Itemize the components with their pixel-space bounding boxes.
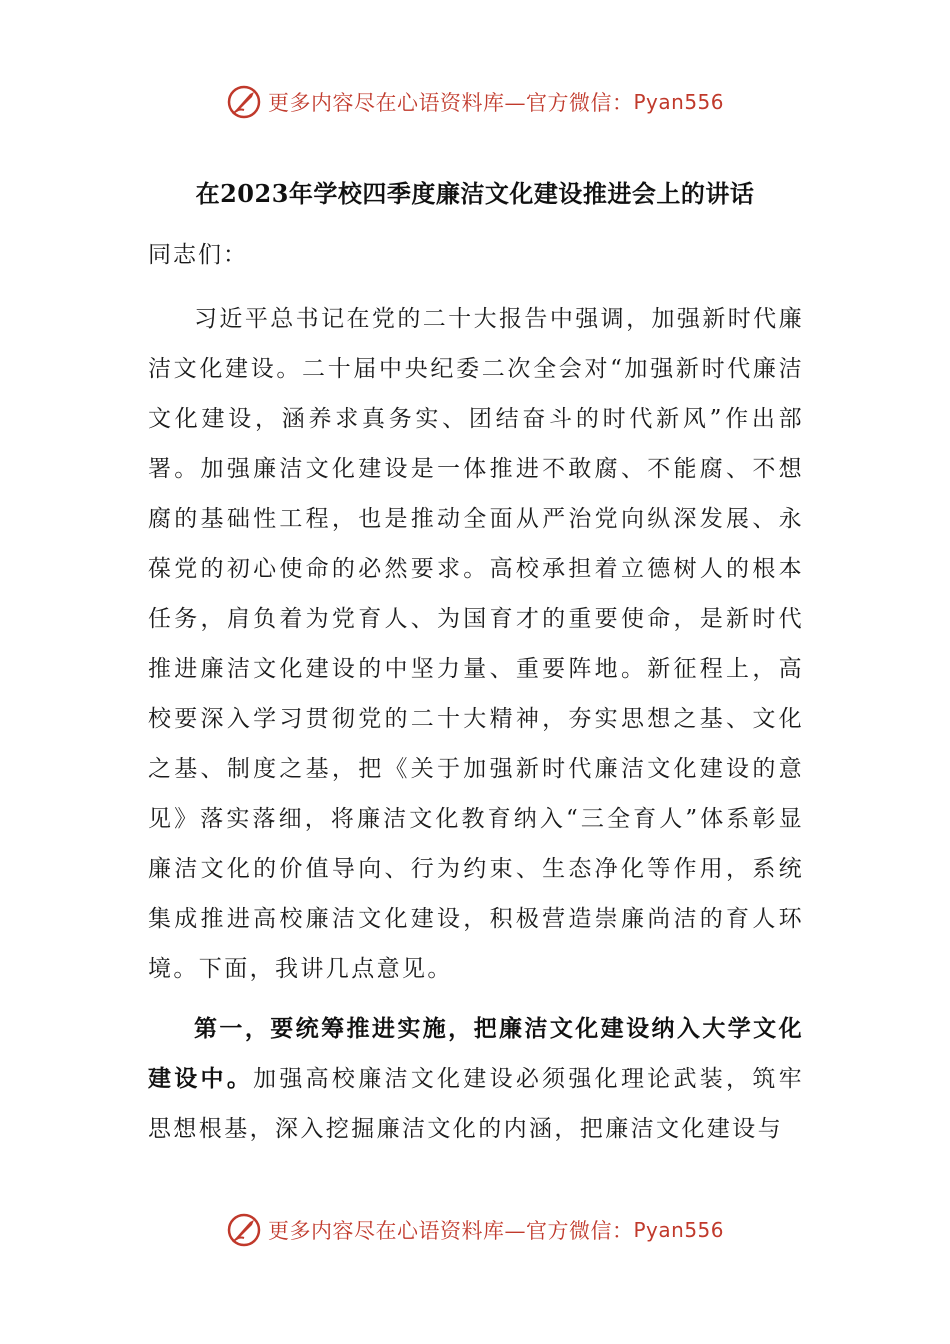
footer-watermark-banner bbox=[0, 1208, 950, 1252]
body-paragraph-2-text: 加强高校廉洁文化建设必须强化理论武装，筑牢思想根基，深入挖掘廉洁文化的内涵，把廉洁文化建设与 bbox=[148, 1066, 804, 1142]
body-paragraph-1: 习近平总书记在党的二十大报告中强调，加强新时代廉洁文化建设。二十届中央纪委二次全会对“加强新时代廉洁文化建设，涵养求真务实、团结奋斗的时代新风”作出部署。加强廉洁文化建设是一体推进不敢腐、不能腐、不想腐的基础性工程，也是推动全面从严治党向纵深发展、永葆党的初心使命的必然要求。高校承担着立德树人的根本任务，肩负着为党育人、为国育才的重要使命，是新时代推进廉洁文化建设的中坚力量、重要阵地。新征程上，高校要深入学习贯彻党的二十大精神，夯实思想之基、文化之基、制度之基，把《关于加强新时代廉洁文化建设的意见》落实落细，将廉洁文化教育纳入“三全育人”体系彰显廉洁文化的价值导向、行为约束、生态净化等作用，系统集成推进高校廉洁文化建设，积极营造崇廉尚洁的育人环境。下面，我讲几点意见。 bbox=[148, 306, 804, 982]
banner-text: 更多内容尽在心语资料库—官方微信： bbox=[267, 1219, 634, 1243]
quill-pen-logo-icon bbox=[226, 84, 262, 120]
quill-pen-logo-icon bbox=[226, 1212, 262, 1248]
document-title: 在2023年学校四季度廉洁文化建设推进会上的讲话 bbox=[195, 179, 755, 208]
header-watermark-banner bbox=[0, 80, 950, 124]
banner-wechat-id: Pyan556 bbox=[633, 1218, 724, 1242]
section-heading-first: 第一，要统筹推进实施，把廉洁文化建设纳入大学文化建设中。 bbox=[148, 1015, 804, 1092]
body-paragraph-2 bbox=[148, 1004, 804, 1154]
salutation: 同志们： bbox=[148, 242, 248, 268]
banner-text: 更多内容尽在心语资料库—官方微信： bbox=[267, 91, 634, 115]
banner-wechat-id: Pyan556 bbox=[633, 90, 724, 114]
